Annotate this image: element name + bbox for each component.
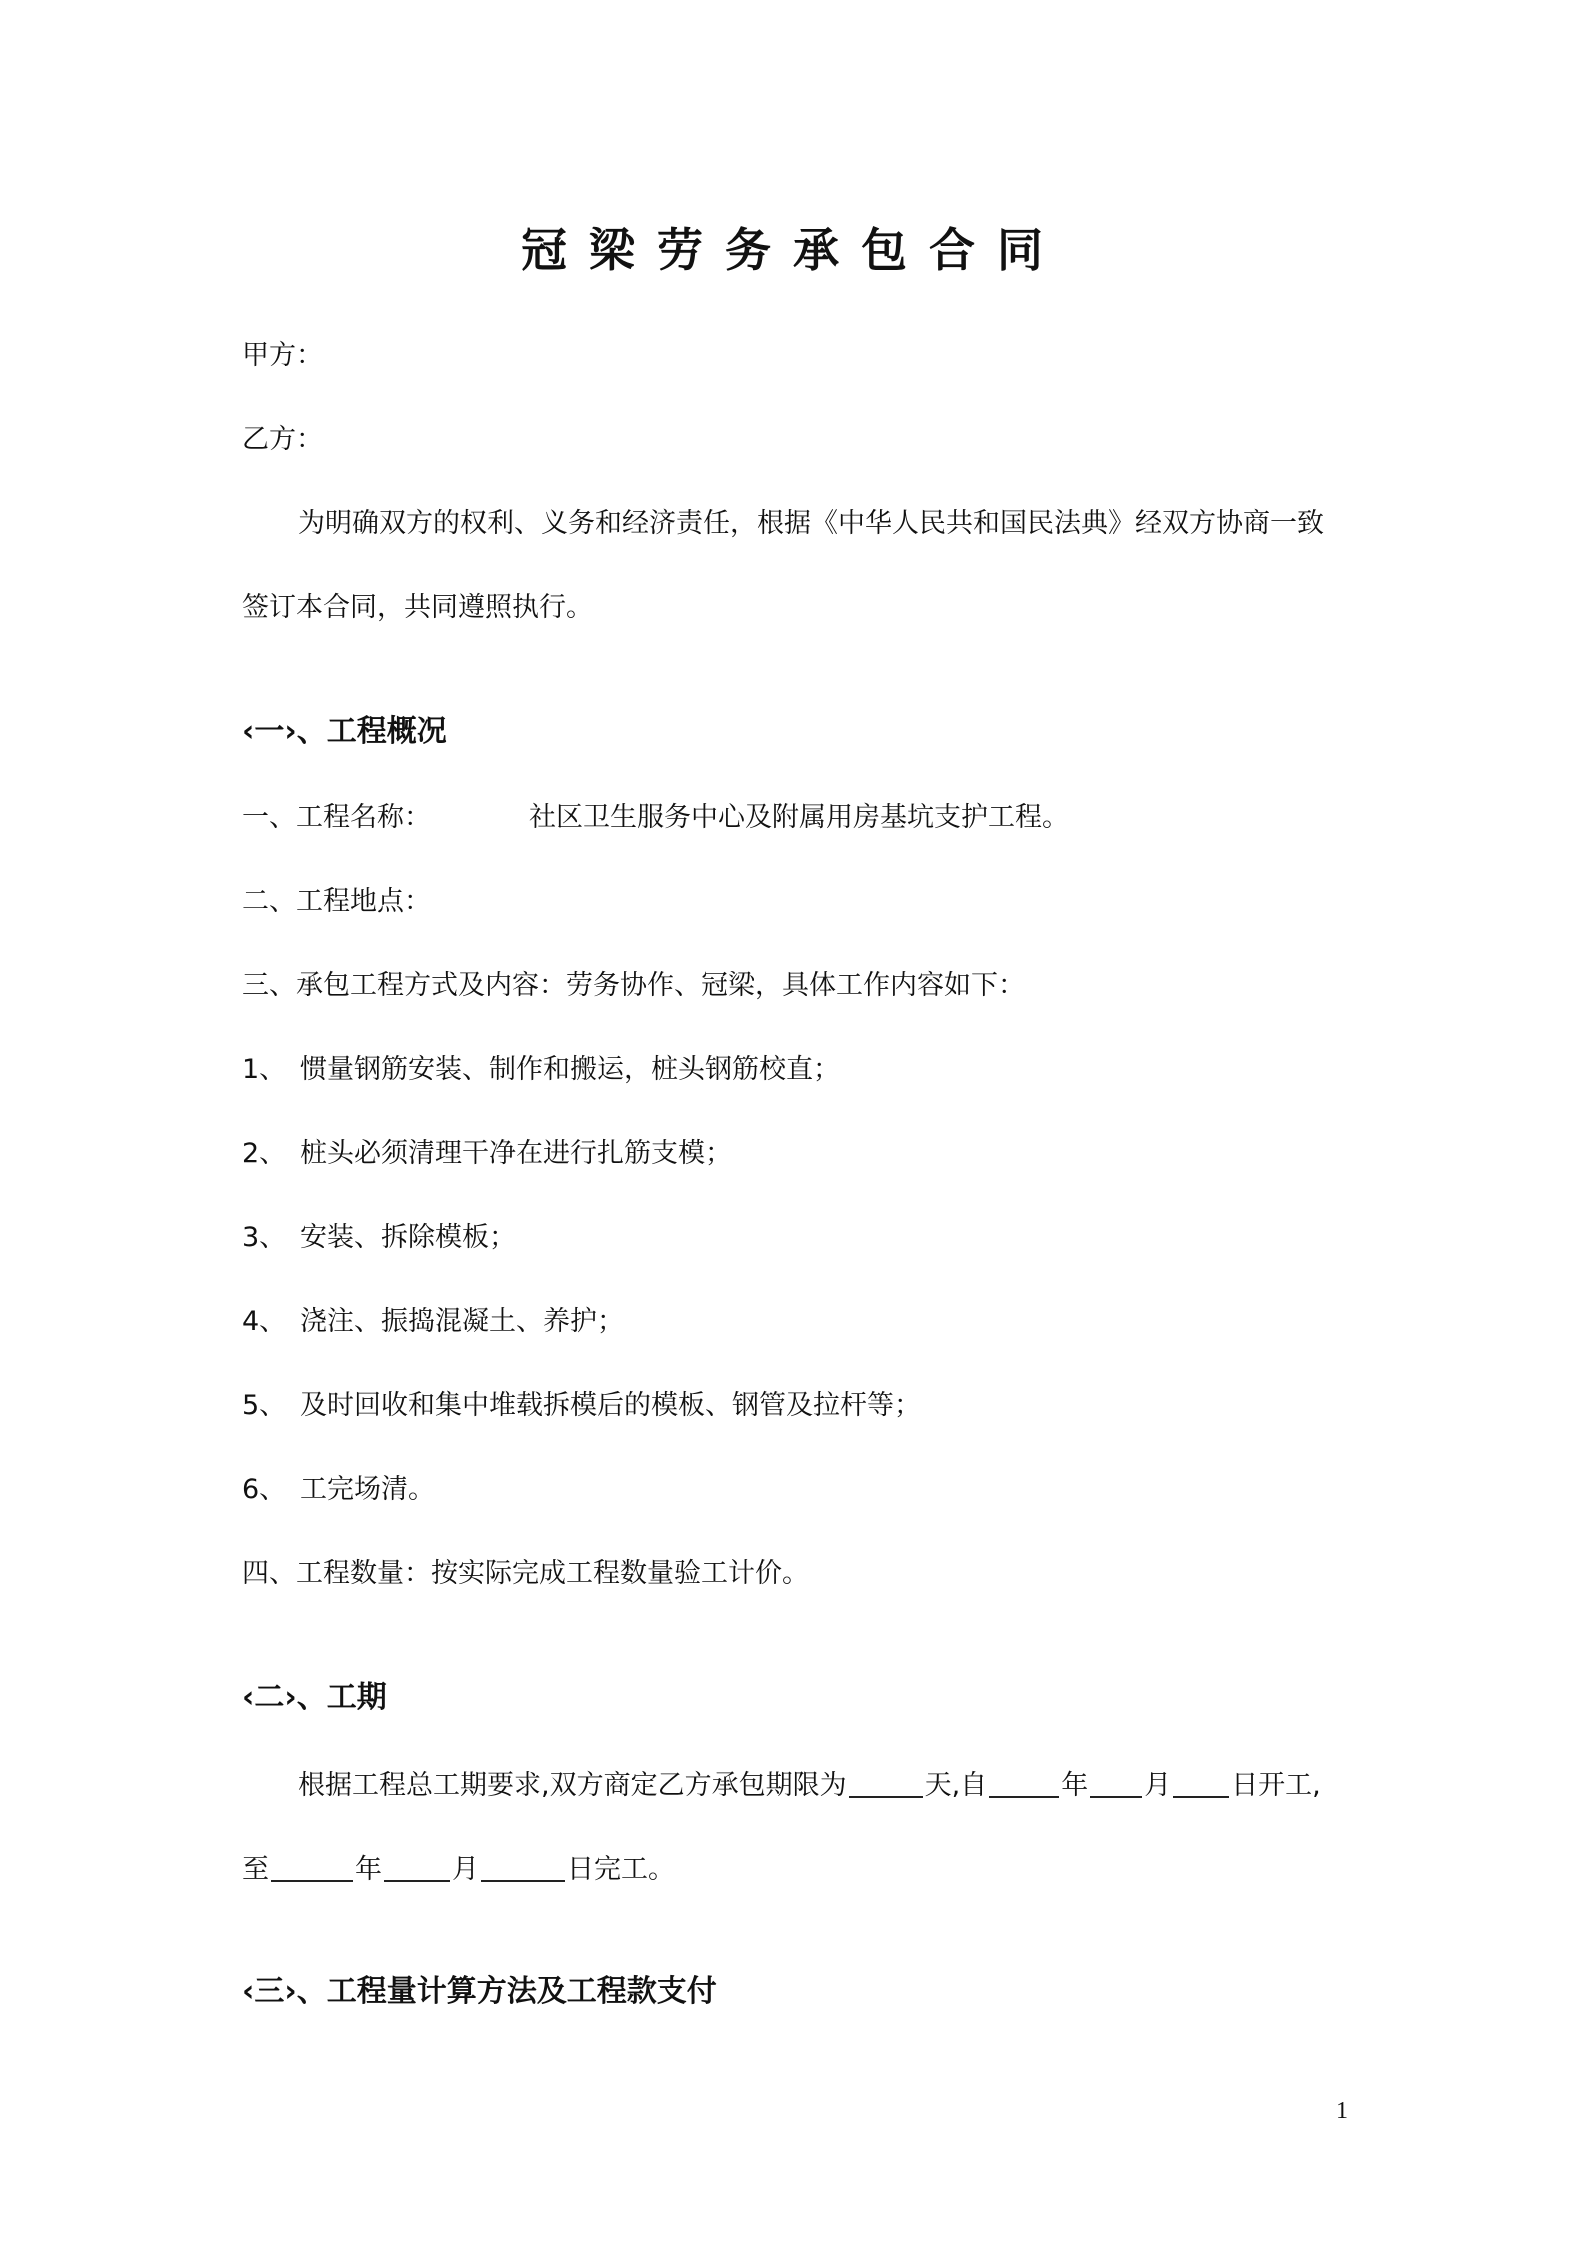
duration-text: 日开工, xyxy=(1231,1770,1321,1801)
work-item-text: 惯量钢筋安装、制作和搬运，桩头钢筋校直； xyxy=(300,1054,840,1085)
work-item-text: 浇注、振捣混凝土、养护； xyxy=(300,1306,624,1337)
party-b-label: 乙方： xyxy=(242,424,323,455)
work-item-text: 及时回收和集中堆载拆模后的模板、钢管及拉杆等； xyxy=(300,1390,921,1421)
section-heading-overview: ‹一›、工程概况 xyxy=(242,714,447,749)
duration-text: 年 xyxy=(355,1854,382,1885)
days-blank xyxy=(849,1766,923,1798)
duration-text: 日完工。 xyxy=(567,1854,675,1885)
start-day-blank xyxy=(1173,1766,1229,1798)
start-month-blank xyxy=(1090,1766,1142,1798)
end-day-blank xyxy=(481,1850,565,1882)
duration-text: 根据工程总工期要求,双方商定乙方承包期限为 xyxy=(298,1770,847,1801)
section-heading-duration: ‹二›、工期 xyxy=(242,1680,387,1715)
project-location-label: 二、工程地点： xyxy=(242,886,431,917)
duration-text: 年 xyxy=(1061,1770,1089,1801)
duration-paragraph-line1 xyxy=(298,1766,1321,1804)
work-item-number: 5、 xyxy=(242,1390,287,1421)
work-item xyxy=(242,1304,624,1340)
end-month-blank xyxy=(384,1850,450,1882)
contract-method-label: 三、承包工程方式及内容：劳务协作、冠梁，具体工作内容如下： xyxy=(242,970,1025,1001)
work-item-text: 工完场清。 xyxy=(300,1474,435,1505)
project-name-value: 社区卫生服务中心及附属用房基坑支护工程。 xyxy=(529,802,1069,833)
section-heading-payment: ‹三›、工程量计算方法及工程款支付 xyxy=(242,1974,717,2009)
duration-text: 月 xyxy=(1144,1770,1172,1801)
duration-text: 月 xyxy=(452,1854,479,1885)
work-item xyxy=(242,1472,435,1508)
document-title: 冠梁劳务承包合同 xyxy=(521,223,1065,277)
start-year-blank xyxy=(989,1766,1059,1798)
work-item xyxy=(242,1136,732,1172)
project-name-row xyxy=(242,800,1069,836)
project-quantity-row: 四、工程数量：按实际完成工程数量验工计价。 xyxy=(242,1558,809,1589)
work-item-number: 4、 xyxy=(242,1306,287,1337)
project-name-label: 一、工程名称： xyxy=(242,802,431,833)
duration-text: 至 xyxy=(242,1854,269,1885)
work-item-number: 6、 xyxy=(242,1474,287,1505)
duration-paragraph-line2 xyxy=(242,1850,675,1888)
work-item-number: 1、 xyxy=(242,1054,287,1085)
intro-paragraph-line1: 为明确双方的权利、义务和经济责任，根据《中华人民共和国民法典》经双方协商一致 xyxy=(298,508,1324,539)
page-number: 1 xyxy=(1336,2098,1348,2124)
work-item-text: 桩头必须清理干净在进行扎筋支模； xyxy=(300,1138,732,1169)
intro-paragraph-line2: 签订本合同，共同遵照执行。 xyxy=(242,592,593,623)
work-item-text: 安装、拆除模板； xyxy=(300,1222,516,1253)
work-item xyxy=(242,1052,840,1088)
work-item xyxy=(242,1388,921,1424)
work-item xyxy=(242,1220,516,1256)
end-year-blank xyxy=(271,1850,353,1882)
duration-text: 天,自 xyxy=(924,1770,988,1801)
work-item-number: 2、 xyxy=(242,1138,287,1169)
party-a-label: 甲方： xyxy=(242,340,323,371)
work-item-number: 3、 xyxy=(242,1222,287,1253)
